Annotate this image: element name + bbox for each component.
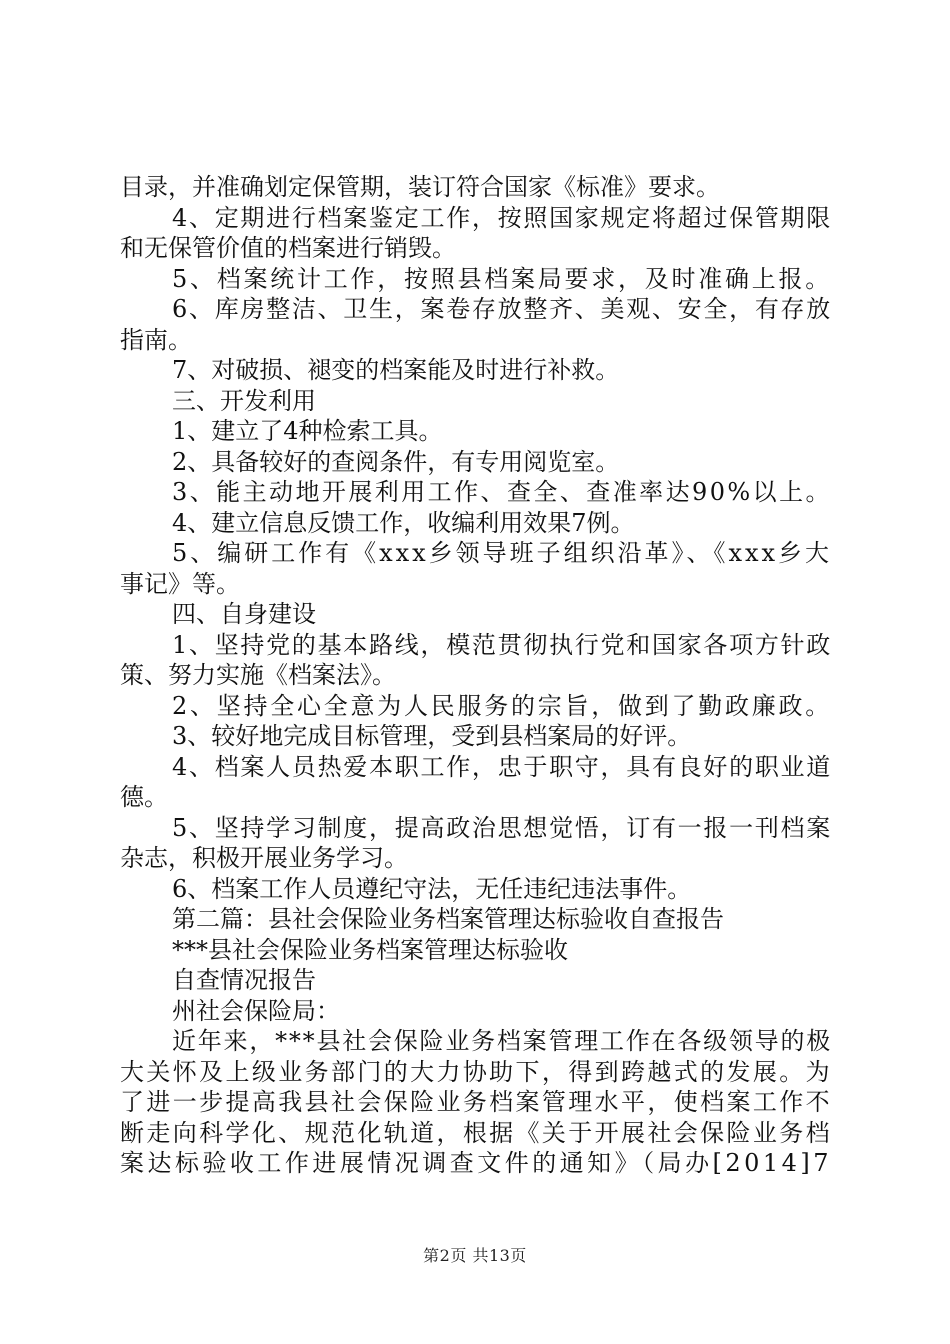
paragraph-line: 2、坚持全心全意为人民服务的宗旨，做到了勤政廉政。 [172, 691, 832, 720]
paragraph-line: 指南。 [120, 325, 192, 354]
paragraph-line: 四、自身建设 [172, 600, 316, 628]
paragraph-line: 德。 [120, 783, 168, 811]
paragraph-line: 目录，并准确划定保管期，装订符合国家《标准》要求。 [120, 173, 720, 201]
paragraph-line: 7、对破损、褪变的档案能及时进行补救。 [172, 356, 620, 384]
paragraph-line: 第二篇：县社会保险业务档案管理达标验收自查报告 [172, 905, 724, 933]
paragraph-line: 5、档案统计工作，按照县档案局要求，及时准确上报。 [172, 264, 832, 293]
paragraph-line: 近年来，***县社会保险业务档案管理工作在各级领导的极 [172, 1027, 832, 1055]
paragraph-line: 5、编研工作有《xxx乡领导班子组织沿革》、《xxx乡大 [172, 539, 832, 567]
paragraph-line: 3、较好地完成目标管理，受到县档案局的好评。 [172, 722, 692, 750]
paragraph-line: 6、档案工作人员遵纪守法，无任违纪违法事件。 [172, 874, 692, 903]
paragraph-line: 3、能主动地开展利用工作、查全、查准率达90%以上。 [172, 478, 832, 506]
paragraph-line: 大关怀及上级业务部门的大力协助下，得到跨越式的发展。为 [120, 1057, 832, 1086]
paragraph-line: 2、具备较好的查阅条件，有专用阅览室。 [172, 447, 620, 476]
paragraph-line: 了进一步提高我县社会保险业务档案管理水平，使档案工作不 [120, 1088, 832, 1116]
paragraph-line: 断走向科学化、规范化轨道，根据《关于开展社会保险业务档 [120, 1118, 832, 1147]
paragraph-line: 策、努力实施《档案法》。 [120, 661, 396, 689]
paragraph-line: 4、定期进行档案鉴定工作，按照国家规定将超过保管期限 [172, 203, 832, 232]
paragraph-line: ***县社会保险业务档案管理达标验收 [172, 935, 568, 964]
page-footer: 第2页 共13页 [423, 1246, 527, 1265]
paragraph-line: 三、开发利用 [172, 386, 316, 415]
document-body [120, 172, 832, 1179]
paragraph-line: 4、建立信息反馈工作，收编利用效果7例。 [172, 508, 635, 537]
paragraph-line: 1、建立了4种检索工具。 [172, 417, 443, 445]
paragraph-line: 6、库房整洁、卫生，案卷存放整齐、美观、安全，有存放 [172, 295, 832, 323]
paragraph-line: 杂志，积极开展业务学习。 [120, 844, 408, 872]
paragraph-line: 1、坚持党的基本路线，模范贯彻执行党和国家各项方针政 [172, 630, 832, 659]
paragraph-line: 5、坚持学习制度，提高政治思想觉悟，订有一报一刊档案 [172, 813, 832, 842]
paragraph-line: 4、档案人员热爱本职工作，忠于职守，具有良好的职业道 [172, 752, 832, 781]
paragraph-line: 事记》等。 [120, 569, 240, 598]
paragraph-line: 自查情况报告 [172, 966, 316, 994]
paragraph-line: 和无保管价值的档案进行销毁。 [120, 234, 456, 262]
paragraph-line: 州社会保险局： [172, 996, 340, 1025]
paragraph-line: 案达标验收工作进展情况调查文件的通知》（局办[2014]7 [120, 1149, 832, 1177]
